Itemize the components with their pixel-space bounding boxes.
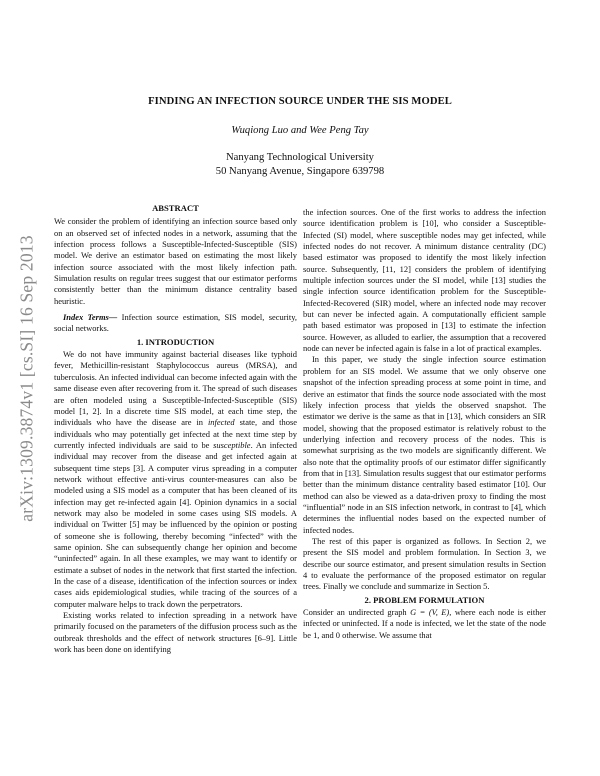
arxiv-id-text: arXiv:1309.3874v1 [cs.SI] 16 Sep 2013: [16, 234, 37, 522]
section-1-heading: 1. INTRODUCTION: [136, 336, 215, 347]
paper-authors: Wuqiong Luo and Wee Peng Tay: [231, 125, 369, 136]
intro-p1-part-a: We do not have immunity against bacterial diseases like typhoid fever, Methicillin-resistant Staphylococcus aureus (MRSA), and tuberculosis. An infected individual can become infected again with the same disease even after recovering from it. The spread of such diseases are often modeled using a Susceptible-Infected-Susceptible (SIS) model [1, 2]. In a discrete time SIS model, at each time step, the individuals who have the disease are in: [54, 349, 297, 428]
intro-p1-emphasis-infected: infected: [207, 417, 235, 428]
affiliation-line-1: Nanyang Technological University: [226, 152, 374, 163]
index-terms-label: Index Terms—: [63, 312, 118, 323]
intro-p1-part-c: . An infected individual may recover from the disease and get infected again at subsequent time steps [3]. A computer virus spreading in a computer network without effective anti-virus counter-measures can also be modeled using a SIS model as a computer that has been cleaned of its infection may get re-infected again [4]. Opinion dynamics in a social network may also be modeled in some cases using SIS models. A individual on Twitter [5] may be influenced by the opinion or posting of someone she is following, thereby becoming “infected” with the same opinion. She can subsequently change her opinion and become “uninfected” again. In all these examples, we may want to identify or estimate a subset of nodes in the network that first started the infection. In the case of a disease, identification of the infection sources or index cases aids epidemiological studies, while tracing of the sources of a computer malware helps to track down the perpetrators.: [54, 439, 297, 609]
left-column: [54, 203, 297, 655]
intro-paragraph-2: Existing works related to infection spreading in a network have primarily focused on the parameters of the diffusion process such as the outbreak thresholds and the effect of network structures [6–9]. Little work has been done on identifying: [54, 610, 297, 655]
intro-paragraph-2-continued: the infection sources. One of the first works to address the infection source identification problem is [10], who consider a Susceptible-Infected (SI) model, where susceptible nodes may get infected, while infected nodes do not recover. A minimum distance centrality (DC) based estimator was proposed to identify the most likely infection source. Subsequently, [11, 12] considers the problem of identifying multiple infection sources under the SI model, while [13] studies the single infection source identification problem for the Susceptible-Infected-Recovered (SIR) model, where an infected node may recover but can never be infected again. A computationally efficient sample path based estimator was proposed in [13] to estimate the infection source. However, as alluded to earlier, the assumption that a recovered node can never be infected again is false in a lot of practical examples.: [303, 207, 546, 354]
arxiv-identifier-stamp: [14, 208, 40, 548]
intro-paragraph-1: [54, 349, 297, 610]
intro-p1-part-b: state, and those individuals who may potentially get infected at the next time step by currently infected individuals are said to be: [54, 417, 297, 450]
formulation-p1-part-a: Consider an undirected graph: [303, 607, 411, 618]
affiliation: [60, 151, 540, 179]
right-column: [303, 207, 546, 641]
formulation-paragraph-1: [303, 607, 546, 641]
formulation-p1-part-b: , where each node is either infected or uninfected. If a node is infected, we let the state of the node be 1, and 0 otherwise. We assume that: [303, 607, 546, 640]
paper-title: FINDING AN INFECTION SOURCE UNDER THE SIS MODEL: [148, 96, 452, 107]
graph-notation: G = (V, E): [410, 607, 450, 618]
intro-paragraph-4: The rest of this paper is organized as follows. In Section 2, we present the SIS model and problem formulation. In Section 3, we describe our source estimator, and present simulation results in Section 4 to evaluate the performance of the proposed estimator on regular trees. Finally we conclude and summarize in Section 5.: [303, 535, 546, 592]
intro-p1-emphasis-susceptible: susceptible: [213, 439, 251, 450]
abstract-heading: ABSTRACT: [152, 203, 199, 213]
section-2-heading: 2. PROBLEM FORMULATION: [364, 594, 485, 605]
index-terms-text: Infection source estimation, SIS model, security, social networks.: [54, 312, 297, 334]
affiliation-line-2: 50 Nanyang Avenue, Singapore 639798: [215, 166, 385, 177]
intro-paragraph-3: In this paper, we study the single infection source estimation problem for an SIS model. We assume that we only observe one snapshot of the infection spreading process at some point in time, and derive an estimator that finds the source node associated with the most likely infection process that yields the observed snapshot. The estimator we derive is the same as that in [13], which considers an SIR model, showing that the proposed estimator is relatively robust to the underlying infection and recovery process of the nodes. This is somewhat surprising as the two models are significantly different. We also note that the optimality proofs of our estimator differ significantly from that in [13]. Simulation results suggest that our estimator performs better than the minimum distance centrality based estimator [10]. Our method can also be viewed as a data-driven proxy to finding the most “influential” node in an SIS infection network, in contrast to [4], which determines the influential nodes based on the expected number of infected nodes.: [303, 354, 547, 535]
index-terms: [54, 312, 297, 335]
abstract-text: We consider the problem of identifying an infection source based only on an observed set of infected nodes in a network, assuming that the infection process follows a Susceptible-Infected-Susceptible (SIS) model. We derive an estimator based on estimating the most likely infection source associated with the most likely infection path. Simulation results on regular trees suggest that our estimator performs consistently better than the minimum distance centrality based heuristic.: [54, 216, 297, 306]
